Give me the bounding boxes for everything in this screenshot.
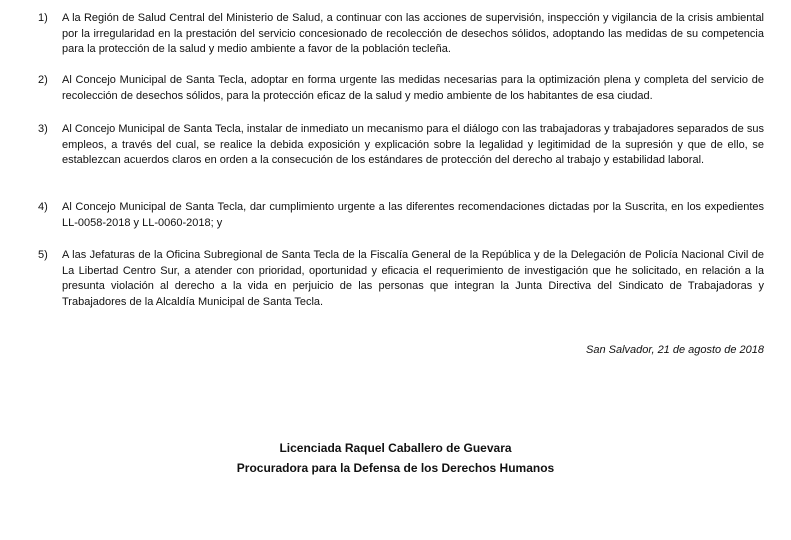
item-text: Al Concejo Municipal de Santa Tecla, dar cumplimiento urgente a las diferentes recomendaciones dictadas por la Suscrita, en los expedientes LL-0058-2018 y LL-0060-2018; y (62, 201, 764, 229)
item-text: Al Concejo Municipal de Santa Tecla, adoptar en forma urgente las medidas necesarias para la optimización plena y completa del servicio de recolección de desechos sólidos, para la protección eficaz de la salud y medio ambiente de los habitantes de esa ciudad. (62, 74, 764, 102)
recommendation-item (38, 248, 764, 310)
signatory-title: Procuradora para la Defensa de los Derechos Humanos (236, 461, 555, 475)
item-number: 5) (38, 249, 48, 261)
item-number: 3) (38, 123, 48, 135)
recommendation-item (38, 11, 764, 58)
item-number: 2) (38, 74, 48, 86)
item-number: 1) (38, 12, 48, 24)
item-number: 4) (38, 201, 48, 213)
recommendation-item (38, 122, 764, 169)
signatory-name: Licenciada Raquel Caballero de Guevara (279, 441, 512, 455)
item-text: Al Concejo Municipal de Santa Tecla, instalar de inmediato un mecanismo para el diálogo con las trabajadoras y trabajadores separados de sus empleos, a través del cual, se realice la debida exposición y explicación sobre la legalidad y legitimidad de la supresión y que de ello, se establezcan acuerdos claros en orden a la consecución de los estándares de protección del derecho al trabajo y estabilidad laboral. (62, 123, 764, 166)
document-date: San Salvador, 21 de agosto de 2018 (586, 344, 764, 356)
recommendation-item (38, 73, 764, 104)
item-text: A la Región de Salud Central del Ministerio de Salud, a continuar con las acciones de supervisión, inspección y vigilancia de la crisis ambiental por la irregularidad en la prestación del servicio concesionado de recolección de desechos sólidos, adoptando las medidas de su competencia para la protección de la salud y medio ambiente a favor de la población tecleña. (62, 12, 764, 55)
item-text: A las Jefaturas de la Oficina Subregional de Santa Tecla de la Fiscalía General de la República y de la Delegación de Policía Nacional Civil de La Libertad Centro Sur, a atender con prioridad, oportunidad y eficacia el requerimiento de investigación que he solicitado, en relación a la presunta violación al derecho a la vida en perjuicio de las personas que integran la Junta Directiva del Sindicato de Trabajadoras y Trabajadores de la Alcaldía Municipal de Santa Tecla. (62, 249, 764, 308)
signature-block (0, 438, 791, 478)
recommendation-item (38, 200, 764, 231)
